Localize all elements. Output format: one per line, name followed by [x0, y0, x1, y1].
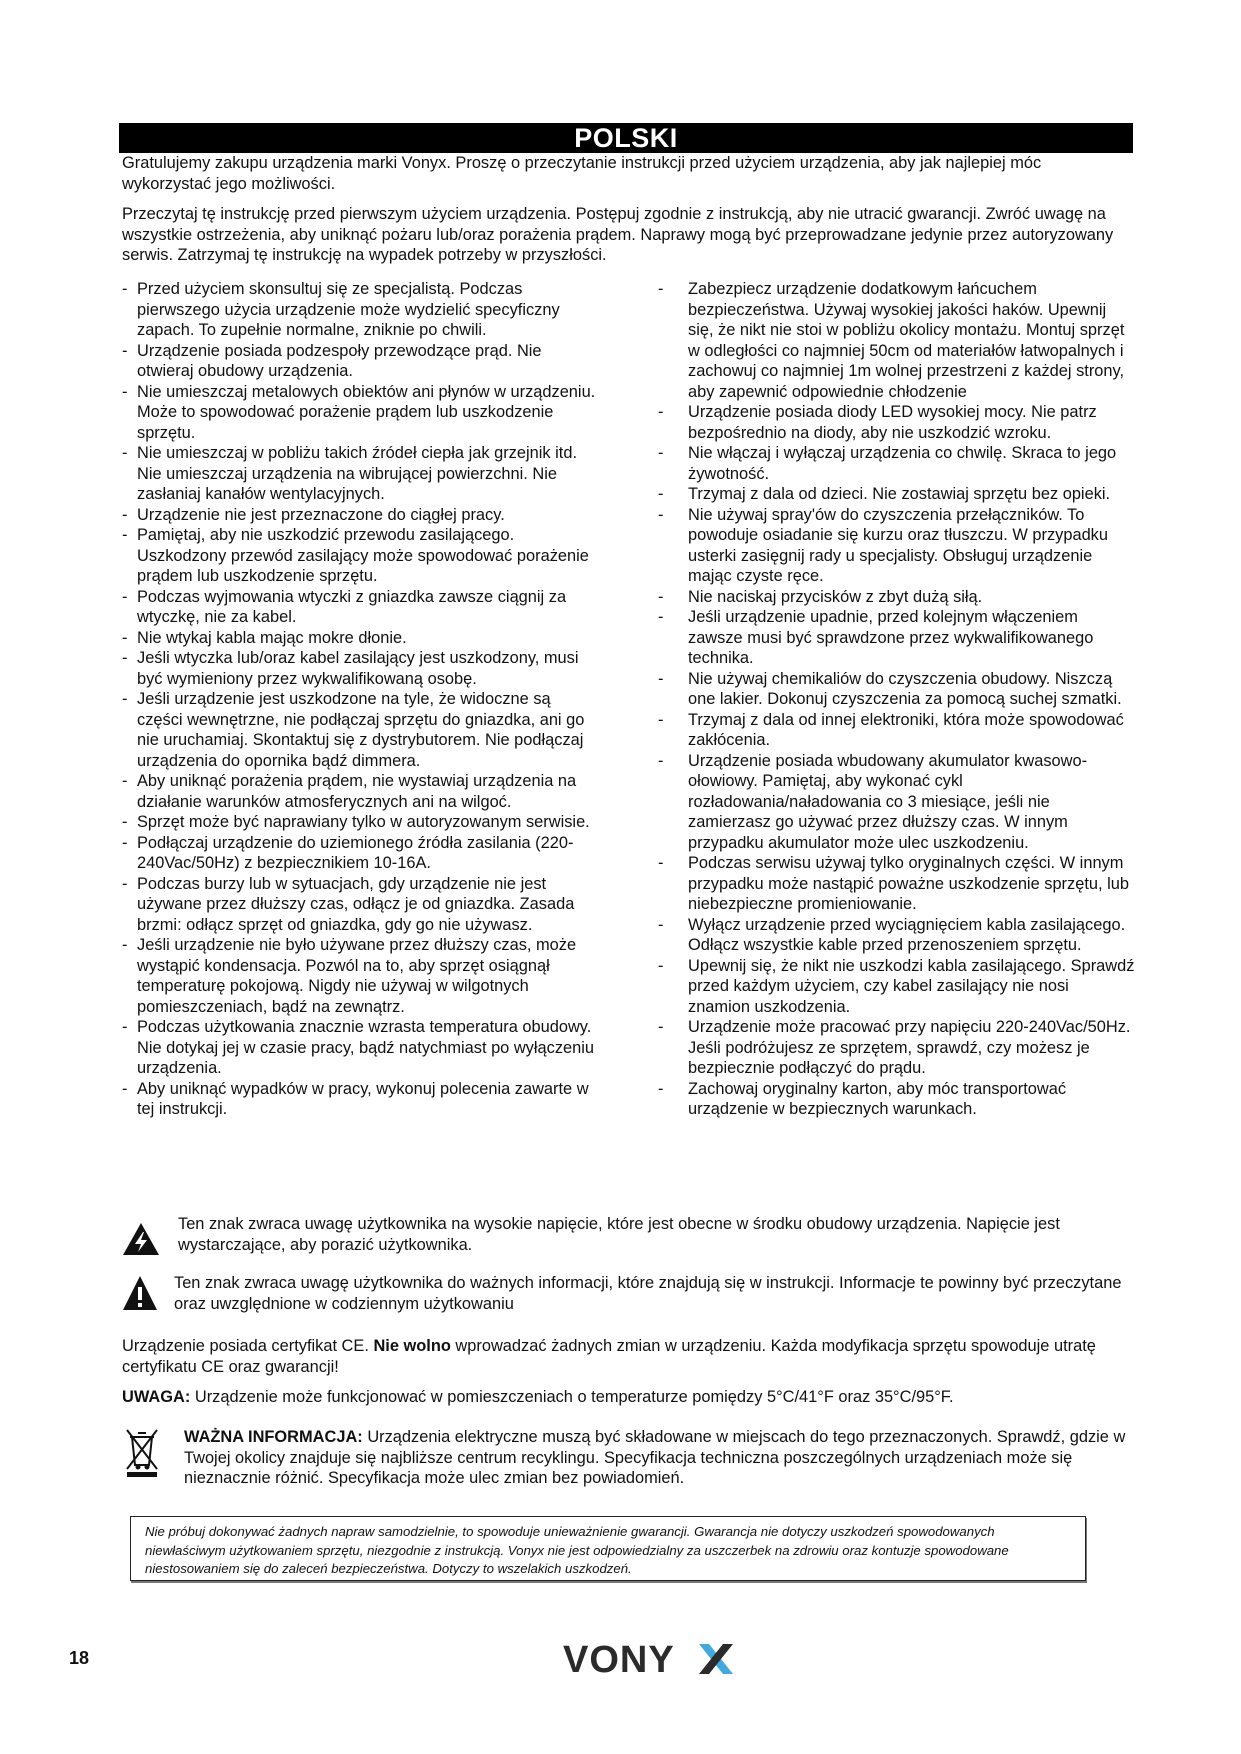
list-item: - Zabezpiecz urządzenie dodatkowym łańcuchem bezpieczeństwa. Używaj wysokiej jakości haków. Upewnij się, że nikt nie stoi w pobliżu okolicy montażu. Montuj sprzęt w odległości co najmniej 50cm od materiałów łatwopalnych i zachowuj co najmniej 1m wolnej przestrzeni z każdej strony, aby zapewnić odpowiednie chłodzenie	[655, 279, 1135, 402]
high-voltage-text: Ten znak zwraca uwagę użytkownika na wysokie napięcie, które jest obecne w środku obudowy urządzenia. Napięcie jest wystarczające, aby porazić użytkownika.	[178, 1215, 1060, 1254]
important-info-text: Ten znak zwraca uwagę użytkownika do ważnych informacji, które znajdują się w instrukcji. Informacje te powinny być przeczytane oraz uwzględnione w codziennym użytkowaniu	[174, 1274, 1122, 1313]
page-number: 18	[69, 1648, 90, 1668]
list-item: - Przed użyciem skonsultuj się ze specjalistą. Podczas pierwszego użycia urządzenie może wydzielić specyficzny zapach. To zupełnie normalne, zniknie po chwili.	[122, 279, 598, 341]
logo-x-mark	[699, 1644, 733, 1674]
list-item: - Urządzenie nie jest przeznaczone do ciągłej pracy.	[122, 505, 598, 526]
list-item: - Wyłącz urządzenie przed wyciągnięciem kabla zasilającego. Odłącz wszystkie kable przed przenoszeniem sprzętu.	[655, 915, 1135, 956]
list-item: - Upewnij się, że nikt nie uszkodzi kabla zasilającego. Sprawdź przed każdym użyciem, czy kabel zasilający nie nosi znamion uszkodzenia.	[655, 956, 1135, 1018]
vonyx-logo	[563, 1641, 743, 1677]
list-item: - Nie używaj spray'ów do czyszczenia przełączników. To powoduje osiadanie się kurzu oraz tłuszczu. W przypadku usterki zasięgnij rady u specjalisty. Obsługuj urządzenie mając czyste ręce.	[655, 505, 1135, 587]
exclamation-warning-icon	[122, 1275, 158, 1311]
list-item: - Aby uniknąć wypadków w pracy, wykonuj polecenia zawarte w tej instrukcji.	[122, 1079, 598, 1120]
list-item: - Urządzenie posiada podzespoły przewodzące prąd. Nie otwieraj obudowy urządzenia.	[122, 341, 598, 382]
list-item: - Jeśli urządzenie nie było używane przez dłuższy czas, może wystąpić kondensacja. Pozwól na to, aby sprzęt osiągnął temperaturę pokojową. Nigdy nie używaj w wilgotnych pomieszczeniach, bądź na zewnątrz.	[122, 935, 598, 1017]
list-item: - Urządzenie posiada wbudowany akumulator kwasowo-ołowiowy. Pamiętaj, aby wykonać cykl rozładowania/naładowania co 3 miesiące, jeśli nie zamierzasz go używać przez dłuższy czas. W innym przypadku akumulator może ulec uszkodzeniu.	[655, 751, 1135, 854]
list-item: - Urządzenie posiada diody LED wysokiej mocy. Nie patrz bezpośrednio na diody, aby nie uszkodzić wzroku.	[655, 402, 1135, 443]
section-title: POLSKI	[119, 123, 1133, 153]
recycling-body: Urządzenia elektryczne muszą być składowane w miejscach do tego przeznaczonych. Sprawdź, gdzie w Twojej okolicy znajduje się najbliższe centrum recyklingu. Specyfikacja techniczna poszczególnych urządzeniach może się nieznacznie różnić. Specyfikacja może ulec zmian bez powiadomień.	[184, 1428, 1126, 1487]
list-item: - Pamiętaj, aby nie uszkodzić przewodu zasilającego. Uszkodzony przewód zasilający może spowodować porażenie prądem lub uszkodzenie sprzętu.	[122, 525, 598, 587]
list-item: - Jeśli urządzenie jest uszkodzone na tyle, że widoczne są części wewnętrzne, nie podłączaj sprzętu do gniazdka, ani go nie uruchamiaj. Skontaktuj się z dystrybutorem. Nie podłączaj urządzenia do opornika bądź dimmera.	[122, 689, 598, 771]
safety-list-left	[122, 279, 598, 1120]
list-item: - Podczas serwisu używaj tylko oryginalnych części. W innym przypadku może nastąpić poważne uszkodzenie sprzętu, lub niebezpieczne promieniowanie.	[655, 853, 1135, 915]
recycling-text	[184, 1427, 1132, 1489]
list-item: - Nie naciskaj przycisków z zbyt dużą siłą.	[655, 587, 1135, 608]
list-item: - Jeśli wtyczka lub/oraz kabel zasilający jest uszkodzony, musi być wymieniony przez wykwalifikowaną osobę.	[122, 648, 598, 689]
safety-list-right	[655, 279, 1135, 1120]
list-item: - Jeśli urządzenie upadnie, przed kolejnym włączeniem zawsze musi być sprawdzone przez wykwalifikowanego technika.	[655, 607, 1135, 669]
ce-text-post: wprowadzać żadnych zmian w urządzeniu. Każda modyfikacja sprzętu spowoduje utratę certyfikatu CE oraz gwarancji!	[122, 1337, 1096, 1376]
list-item: - Nie włączaj i wyłączaj urządzenia co chwilę. Skraca to jego żywotność.	[655, 443, 1135, 484]
disclaimer-box	[130, 1516, 1086, 1581]
list-item: - Trzymaj z dala od dzieci. Nie zostawiaj sprzętu bez opieki.	[655, 484, 1135, 505]
list-item: - Nie umieszczaj w pobliżu takich źródeł ciepła jak grzejnik itd. Nie umieszczaj urządzenia na wibrującej powierzchni. Nie zasłaniaj kanałów wentylacyjnych.	[122, 443, 598, 505]
list-item: - Aby uniknąć porażenia prądem, nie wystawiaj urządzenia na działanie warunków atmosferycznych ani na wilgoć.	[122, 771, 598, 812]
recycling-note	[122, 1427, 1132, 1491]
list-item: - Urządzenie może pracować przy napięciu 220-240Vac/50Hz. Jeśli podróżujesz ze sprzętem, sprawdź, czy możesz je bezpiecznie podłączyć do prądu.	[655, 1017, 1135, 1079]
list-item: - Nie używaj chemikaliów do czyszczenia obudowy. Niszczą one lakier. Dokonuj czyszczenia za pomocą suchej szmatki.	[655, 669, 1135, 710]
ce-certificate-note	[122, 1336, 1132, 1377]
svg-text:VONY: VONY	[563, 1641, 675, 1677]
weee-bin-icon	[124, 1427, 160, 1477]
list-item: - Podczas użytkowania znacznie wzrasta temperatura obudowy. Nie dotykaj jej w czasie pracy, bądź natychmiast po wyłączeniu urządzenia.	[122, 1017, 598, 1079]
list-item: - Nie umieszczaj metalowych obiektów ani płynów w urządzeniu. Może to spowodować porażenie prądem lub uszkodzenie sprzętu.	[122, 382, 598, 444]
list-item: - Nie wtykaj kabla mając mokre dłonie.	[122, 628, 598, 649]
uwaga-text: Urządzenie może funkcjonować w pomieszczeniach o temperaturze pomiędzy 5°C/41°F oraz 35°C/95°F.	[190, 1388, 954, 1406]
list-item: - Podłączaj urządzenie do uziemionego źródła zasilania (220-240Vac/50Hz) z bezpiecznikiem 10-16A.	[122, 833, 598, 874]
list-item: - Sprzęt może być naprawiany tylko w autoryzowanym serwisie.	[122, 812, 598, 833]
list-item: - Podczas burzy lub w sytuacjach, gdy urządzenie nie jest używane przez dłuższy czas, odłącz je od gniazdka. Zasada brzmi: odłącz sprzęt od gniazdka, gdy go nie używasz.	[122, 874, 598, 936]
intro-paragraph-2: Przeczytaj tę instrukcję przed pierwszym użyciem urządzenia. Postępuj zgodnie z instrukcją, aby nie utracić gwarancji. Zwróć uwagę na wszystkie ostrzeżenia, aby uniknąć pożaru lub/oraz porażenia prądem. Naprawy mogą być przeprowadzane jedynie przez autoryzowany serwis. Zatrzymaj tę instrukcję na wypadek potrzeby w przyszłości.	[122, 205, 1114, 264]
list-item: - Zachowaj oryginalny karton, aby móc transportować urządzenie w bezpiecznych warunkach.	[655, 1079, 1135, 1120]
list-item: - Podczas wyjmowania wtyczki z gniazdka zawsze ciągnij za wtyczkę, nie za kabel.	[122, 587, 598, 628]
list-item: - Trzymaj z dala od innej elektroniki, która może spowodować zakłócenia.	[655, 710, 1135, 751]
uwaga-label: UWAGA:	[122, 1388, 191, 1406]
intro-paragraph-1: Gratulujemy zakupu urządzenia marki Vonyx. Proszę o przeczytanie instrukcji przed użyciem urządzenia, aby jak najlepiej móc wykorzystać jego możliwości.	[122, 154, 1042, 193]
ce-text-pre: Urządzenie posiada certyfikat CE.	[122, 1337, 374, 1355]
important-info-warning	[122, 1273, 1132, 1315]
ce-text-bold: Nie wolno	[373, 1337, 451, 1355]
high-voltage-icon	[122, 1222, 160, 1256]
high-voltage-warning	[122, 1214, 1132, 1256]
recycling-label: WAŻNA INFORMACJA:	[184, 1428, 363, 1446]
disclaimer-text: Nie próbuj dokonywać żadnych napraw samodzielnie, to spowoduje unieważnienie gwarancji. Gwarancja nie dotyczy uszkodzeń spowodowanych niewłaściwym użytkowaniem sprzętu, niezgodnie z instrukcją. Vonyx nie jest odpowiedzialny za uszczerbek na zdrowiu oraz kontuzje spowodowane niestosowaniem się do zaleceń bezpieczeństwa. Dotyczy to wszelakich uszkodzeń.	[145, 1524, 1009, 1576]
temperature-note	[122, 1387, 1132, 1408]
